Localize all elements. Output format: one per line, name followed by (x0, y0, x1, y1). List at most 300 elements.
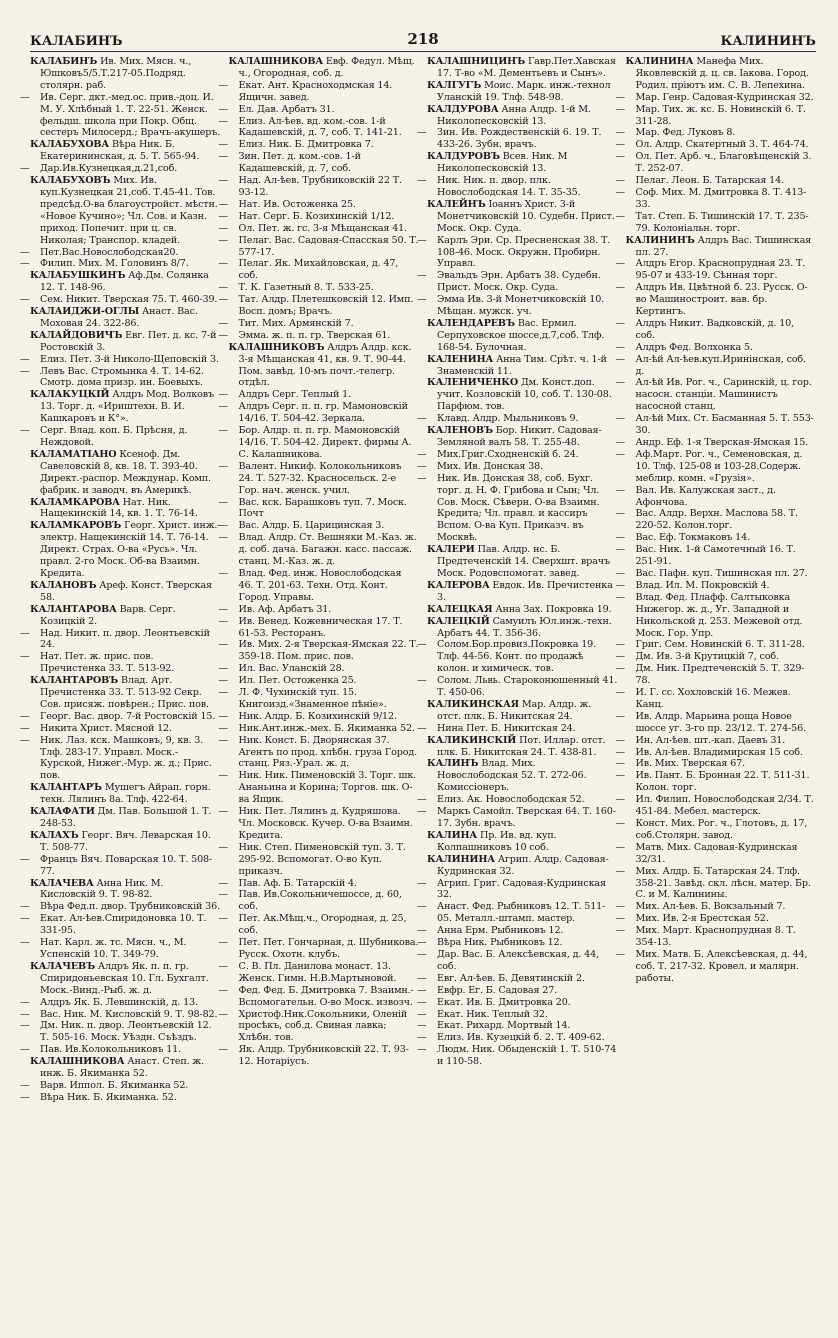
directory-entry (218, 460, 420, 497)
entry-text: Мар. Фед. Луковъ 8. (635, 127, 736, 139)
entry-text: Матв. Мих. Садовая-Кудринская 32/31. (635, 841, 798, 865)
directory-entry (218, 984, 420, 1009)
directory-entry (218, 258, 420, 282)
directory-entry (417, 1044, 618, 1068)
entry-text: Ив. Мих. Тверская 67. (635, 758, 746, 770)
ditto-dash: — (218, 603, 228, 615)
ditto-dash: — (417, 448, 427, 460)
directory-entry (218, 603, 420, 616)
entry-text: Екат. Ив. Б. Дмитровка 20. (437, 996, 571, 1008)
directory-entry (20, 996, 221, 1009)
directory-entry (20, 853, 221, 878)
entry-text: Ив. Венед. Кожевническая 17. Т. 61-53. Ресторанъ. (238, 615, 403, 639)
entry-text: Ил. Пет. Остоженка 25. (238, 675, 357, 687)
entry-text: Вас. Ник. М. Кисловскій 9. Т. 98-82. (40, 1008, 218, 1020)
entry-surname: КАЛДУРОВА (427, 103, 499, 115)
ditto-dash: — (615, 353, 625, 365)
entry-text: Ник. Ник. Пименовскій 3. Торг. шк. Ананьина и Корина; Торгов. шк. О-ва Ящик. (238, 770, 417, 806)
directory-entry (417, 806, 618, 830)
entry-text: Ал-ѣй Мих. Ст. Басманная 5. Т. 553-30. (635, 413, 814, 437)
directory-entry (417, 294, 618, 318)
entry-text: Ил. Вас. Уланскій 28. (238, 663, 345, 675)
ditto-dash: — (417, 1044, 427, 1056)
entry-text: Як. Алдр. Трубниковскій 22. Т. 93-12. Нотаріусъ. (238, 1044, 409, 1068)
entry-text: Ал-ѣй Ив. Рог. ч., Саринскій, ц. гор. насосн. станціи. Машинистъ насосной станц. (635, 377, 812, 413)
entry-text: Дар. Вас. Б. Алексѣевская, д. 44, соб. (437, 948, 599, 972)
ditto-dash: — (20, 937, 30, 949)
directory-entry (417, 948, 618, 973)
entry-surname: КАЛИНИНА (427, 853, 495, 865)
ditto-dash: — (417, 675, 427, 687)
ditto-dash: — (218, 841, 228, 853)
entry-text: Дм. Ник. п. двор. Леонтьевскій 12. Т. 505-16. Моск. Уѣздн. Съѣздъ. (40, 1020, 212, 1044)
entry-text: Мих. Ал-ѣев. Б. Вокзальный 7. (635, 901, 786, 913)
ditto-dash: — (20, 365, 30, 377)
directory-entry (417, 1020, 618, 1032)
header-right-guideword: КАЛИНИНЪ (720, 34, 816, 49)
ditto-dash: — (615, 734, 625, 746)
entry-surname: КАЛАБУШКИНЪ (30, 270, 126, 282)
entry-text: Варв. Серг. Козицкій 2. (40, 603, 176, 627)
ditto-dash: — (218, 675, 228, 687)
directory-entry (615, 544, 817, 568)
entry-surname: КАЛИКИНСКАЯ (427, 698, 519, 710)
ditto-dash: — (218, 389, 228, 401)
entry-text: Ник. Конст. Б. Дворянская 37. Агентъ по прод. хлѣбн. груза Город. станц. Ряз.-Урал. ж. д. (238, 734, 417, 770)
ditto-dash: — (615, 591, 625, 603)
ditto-dash: — (615, 210, 625, 222)
directory-entry (20, 365, 221, 390)
ditto-dash: — (615, 103, 625, 115)
ditto-dash: — (218, 103, 228, 115)
ditto-dash: — (615, 913, 625, 925)
entry-surname: КАЛАЧЕВА (30, 877, 94, 889)
entry-surname: КАЛАКУЦКІЙ (30, 389, 110, 401)
page-header (30, 30, 816, 52)
ditto-dash: — (417, 639, 427, 651)
entry-text: Над. Никит. п. двор. Леонтьевскій 24. (40, 627, 210, 651)
entry-text: Зин. Пет. д. ком.-сов. 1-й Кадашевскій, д. 7, соб. (238, 151, 361, 175)
entry-text: Вас. Алдр. Верхн. Маслова 58. Т. 220-52. Колон.торг. (635, 508, 798, 532)
entry-surname: КАЛАНОВЪ (30, 579, 97, 591)
entry-text: Бор. Никит. Садовая-Земляной валъ 58. Т. 255-48. (437, 425, 602, 448)
directory-entry (218, 687, 420, 711)
directory-entry (417, 972, 618, 985)
directory-entry (427, 699, 618, 723)
directory-entry (417, 925, 618, 937)
ditto-dash: — (615, 127, 625, 139)
ditto-dash: — (417, 270, 427, 282)
directory-entry (615, 448, 817, 485)
directory-entry (615, 841, 817, 866)
entry-surname: КАЛЕЦКАЯ (427, 603, 493, 615)
entry-text: Левъ Вас. Стромынка 4. Т. 14-62. Смотр. дома призр. ин. Боевыхъ. (40, 365, 204, 389)
entry-text: Георг. Христ. инж.-электр. Нащекинскій 14. Т. 76-14. Директ. Страх. О-ва «Русь». Чл. правл. 2-го Моск. Об-ва Взаимн. Кредита. (40, 520, 221, 579)
ditto-dash: — (417, 806, 427, 818)
entry-text: Вѣра Ник. Б. Якиманка. 52. (40, 1091, 177, 1103)
ditto-dash: — (218, 1044, 228, 1056)
entry-text: Нат. Карл. ж. тс. Мясн. ч., М. Успенскій 10. Т. 349-79. (40, 937, 187, 960)
ditto-dash: — (615, 151, 625, 163)
entry-text: Григ. Сем. Новинскій 6. Т. 311-28. (635, 639, 805, 651)
entry-text: Алдръ Серг. п. п. гр. Мамоновскій 14/16. Т. 504-42. Зеркала. (238, 401, 408, 425)
directory-entry (218, 663, 420, 675)
entry-text: Тат. Алдр. Плетешковскій 12. Имп. Восп. домъ; Врачъ. (238, 294, 414, 318)
directory-entry (218, 294, 420, 318)
ditto-dash: — (218, 139, 228, 151)
directory-entry (615, 734, 817, 747)
ditto-dash: — (218, 496, 228, 508)
directory-entry (417, 127, 618, 151)
ditto-dash: — (218, 567, 228, 579)
directory-entry (20, 901, 221, 913)
entry-text: Евфр. Ег. Б. Садовая 27. (437, 984, 558, 996)
directory-entry (218, 770, 420, 806)
ditto-dash: — (218, 329, 228, 341)
entry-text: Вас. Пафн. куп. Тишинская пл. 27. (635, 567, 808, 579)
entry-surname: КАЛЕРИ (427, 544, 475, 556)
entry-text: Ол. Алдр. Скатертный 3. Т. 464-74. (635, 139, 809, 151)
directory-entry (218, 710, 420, 723)
entry-text: Гавр.Пет.Хавская 17. Т-во «М. Дементьевъ и Сынъ». (437, 56, 616, 79)
ditto-dash: — (20, 1044, 30, 1056)
ditto-dash: — (615, 317, 625, 329)
directory-entry (615, 91, 817, 104)
directory-entry (218, 139, 420, 151)
ditto-dash: — (218, 460, 228, 472)
entry-text: Никита Христ. Мясной 12. (40, 722, 172, 734)
directory-entry (20, 353, 221, 366)
directory-entry (20, 913, 221, 937)
ditto-dash: — (20, 996, 30, 1008)
directory-entry (30, 270, 221, 294)
entry-text: Ив. Аф. Арбатъ 31. (238, 603, 332, 615)
entry-text: Самуилъ Юл.инж.-техн. Арбатъ 44. Т. 356-36. (437, 615, 612, 639)
ditto-dash: — (20, 853, 30, 865)
ditto-dash: — (218, 722, 228, 734)
entry-text: Пет. Ак.Мѣщ.ч., Огородная, д. 25, соб. (238, 913, 407, 937)
entry-text: Андр. Еф. 1-я Тверская-Ямская 15. (635, 437, 809, 448)
entry-text: Дм. Пав. Большой 1. Т. 248-53. (40, 806, 212, 829)
directory-entry (615, 151, 817, 175)
ditto-dash: — (218, 401, 228, 413)
directory-entry (417, 460, 618, 473)
entry-text: Клавд. Алдр. Мыльниковъ 9. (437, 413, 579, 425)
entry-text: Вѣра Ник. Рыбниковъ 12. (437, 937, 563, 949)
directory-entry (30, 520, 221, 580)
directory-entry (20, 722, 221, 735)
directory-entry (218, 913, 420, 937)
entry-text: Анаст. Вас. Моховая 24. 322-86. (40, 306, 198, 329)
entry-text: Ив. Ал-ѣев. Владимирская 15 соб. (635, 746, 803, 758)
header-rule (30, 51, 816, 52)
ditto-dash: — (218, 663, 228, 675)
ditto-dash: — (20, 710, 30, 722)
entry-text: Елиз. Пет. 3-й Николо-Щеповскій 3. (40, 353, 219, 365)
directory-entry (615, 579, 817, 592)
entry-surname: КАЛАШНИКОВЪ (228, 341, 325, 353)
column-3 (417, 56, 618, 1330)
directory-entry (615, 282, 817, 318)
column-2 (218, 56, 420, 1330)
directory-entry (615, 377, 817, 413)
ditto-dash: — (417, 972, 427, 984)
entry-text: Ник.Ант.инж.-мех. Б. Якиманка 52. (238, 722, 415, 734)
directory-entry (615, 258, 817, 282)
directory-entry (615, 746, 817, 759)
ditto-dash: — (218, 1008, 228, 1020)
entry-text: Евг. Пет. д. кс. 7-й Ростовскій 3. (40, 329, 217, 353)
entry-text: Мих. Ив. Донская 38. (437, 460, 544, 472)
entry-text: Алдръ Як. Б. Левшинскій, д. 13. (40, 996, 198, 1008)
directory-entry (427, 104, 618, 128)
ditto-dash: — (20, 913, 30, 925)
directory-entry (30, 675, 221, 711)
ditto-dash: — (417, 234, 427, 246)
entry-text: Ив. Пант. Б. Бронная 22. Т. 511-31. Колон. торг. (635, 770, 810, 794)
directory-entry (20, 294, 221, 306)
entry-text: Ник. Лаз. кск. Машковъ, 9, кв. 3. Тлф. 283-17. Управл. Моск.-Курской, Нижег.-Мур. ж. д.; Прис. пов. (40, 734, 212, 782)
entry-text: Анна Ерм. Рыбниковъ 12. (437, 925, 564, 937)
entry-surname: КАЛАБИНЪ (30, 56, 98, 67)
ditto-dash: — (218, 294, 228, 306)
entry-text: Вас. Ник. 1-й Самотечный 16. Т. 251-91. (635, 544, 796, 568)
ditto-dash: — (218, 79, 228, 91)
ditto-dash: — (218, 115, 228, 127)
ditto-dash: — (615, 758, 625, 770)
ditto-dash: — (615, 484, 625, 496)
entry-text: И. Г. сс. Хохловскій 16. Межев. Канц. (635, 687, 791, 710)
entry-text: Мих. Алдр. Б. Татарская 24. Тлф. 358-21. Завѣд. скл. лѣсн. матер. Бр. С. и М. Калинины. (635, 865, 811, 901)
directory-entry (218, 496, 420, 521)
entry-text: Нат. Серг. Б. Козихинскій 1/12. (238, 210, 395, 222)
column-1 (20, 56, 221, 1330)
entry-text: Вас. кск. Барашковъ туп. 7. Моск. Почт (238, 496, 407, 520)
entry-surname: КАЛАМКАРОВА (30, 496, 120, 508)
ditto-dash: — (20, 91, 30, 103)
entry-text: Анаст. Фед. Рыбниковъ 12. Т. 511-05. Металл.-штамп. мастер. (437, 901, 606, 925)
directory-entry (218, 1008, 420, 1045)
entry-surname: КАЛИКИНСКІЙ (427, 734, 517, 746)
directory-entry (218, 1044, 420, 1068)
entry-text: Алдръ Мод. Волковъ 13. Торг. д. «Ириштехн. В. И. Кашкаровъ и К°». (40, 389, 214, 425)
ditto-dash: — (218, 806, 228, 818)
ditto-dash: — (417, 937, 427, 949)
entry-surname: КАЛЕНДАРЕВЪ (427, 317, 515, 329)
ditto-dash: — (218, 615, 228, 627)
ditto-dash: — (417, 722, 427, 734)
ditto-dash: — (20, 353, 30, 365)
directory-entry (427, 735, 618, 759)
entry-surname: КАЛДУРОВЪ (427, 151, 500, 163)
directory-entry (427, 377, 618, 413)
directory-entry (218, 960, 420, 985)
entry-text: Нина Пет. Б. Никитская 24. (437, 722, 576, 734)
entry-text: Екат. Ант. Красноходмская 14. Ящичн. завед. (238, 79, 393, 103)
ditto-dash: — (417, 1032, 427, 1044)
ditto-dash: — (615, 818, 625, 829)
directory-entry (615, 139, 817, 151)
entry-text: Мар. Алдр. ж. отст. плк. Б. Никитская 24. (437, 698, 592, 722)
directory-entry (218, 722, 420, 735)
directory-entry (218, 115, 420, 140)
directory-entry (218, 877, 420, 890)
entry-surname: КАЛЕЦКІЙ (427, 615, 490, 627)
entry-text: Влад. Фед. инж. Новослободская 46. Т. 201-63. Техн. Отд. Конт. Город. Управы. (238, 567, 402, 603)
entry-text: Елиз. Ник. Б. Дмитровка 7. (238, 139, 374, 151)
ditto-dash: — (417, 925, 427, 937)
entry-text: Георг. Вас. двор. 7-й Ростовскій 15. (40, 710, 216, 722)
directory-entry (218, 520, 420, 532)
entry-text: Пр. Ив. вд. куп. Колпашниковъ 10 соб. (437, 829, 557, 853)
entry-text: Солом.Бор.провиз.Покровка 19. Тлф. 44-56. Конт. по продажѣ колон. и химическ. тов. (437, 639, 597, 675)
entry-text: Мих. Ив. 2-я Брестская 52. (635, 913, 769, 925)
entry-text: С. В. Пл. Данилова монаст. 13. Женск. Гимн. Н.В.Мартыновой. (238, 960, 397, 984)
entry-text: Пелаг. Як. Михайловская, д. 47, соб. (238, 258, 399, 282)
directory-entry (30, 139, 221, 163)
ditto-dash: — (417, 460, 427, 472)
directory-entry (218, 675, 420, 687)
ditto-dash: — (218, 175, 228, 187)
entry-text: Ник. Ив. Донская 38, соб. Бухг. торг. д. Н. Ф. Грибова и Сын; Чл. Сов. Моск. Сѣверн. О-ва Взаимн. Кредита; Чл. правл. и кассиръ Вспом. О-ва Куп. Приказч. въ Москвѣ. (437, 472, 600, 544)
entry-text: Ник. Ник. п. двор. плк. Новослободская 14. Т. 35-35. (437, 175, 581, 198)
directory-entry (218, 210, 420, 223)
entry-text: Пав. Ив.Сокольничешоссе, д. 60, соб. (238, 889, 402, 913)
ditto-dash: — (218, 532, 228, 544)
entry-text: Евдок. Ив. Пречистенка 3. (437, 579, 613, 603)
ditto-dash: — (218, 877, 228, 889)
directory-entry (626, 56, 817, 92)
ditto-dash: — (20, 901, 30, 913)
directory-entry (218, 317, 420, 330)
entry-text: Мар. Тих. ж. кс. Б. Новинскій 6. Т. 311-28. (635, 103, 806, 127)
ditto-dash: — (615, 901, 625, 913)
entry-text: Алдръ Ив. Цвѣтной б. 23. Русск. О-во Машиностроит. вав. бр. Кертингъ. (635, 282, 808, 318)
ditto-dash: — (20, 425, 30, 437)
ditto-dash: — (20, 651, 30, 663)
entry-text: Варв. Иппол. Б. Якиманка 52. (40, 1079, 189, 1091)
entry-text: Зин. Ив. Рождественскій 6. 19. Т. 433-26. Зубн. врачъ. (437, 127, 602, 151)
entry-text: Ник. Пет. Лялинъ д. Кудряшова. Чл. Московск. Кучер. О-ва Взаимн. Кредита. (238, 806, 413, 841)
ditto-dash: — (417, 984, 427, 996)
ditto-dash: — (218, 770, 228, 782)
directory-entry (615, 567, 817, 580)
directory-entry (30, 56, 221, 92)
entry-text: Дм. Ив. 3-й Крутицкій 7, соб. (635, 651, 779, 663)
entry-text: Манефа Мих. Яковлевскій д. ц. св. Іакова. Город. Родил. пріютъ им. С. В. Лепехина. (635, 56, 809, 91)
header-left-guideword: КАЛАБИНЪ (30, 34, 123, 49)
directory-entry (30, 1056, 221, 1080)
directory-entry (615, 591, 817, 640)
entry-text: Мар. Генр. Садовая-Кудринская 32. (635, 91, 814, 103)
ditto-dash: — (20, 258, 30, 270)
directory-entry (30, 306, 221, 330)
directory-entry (615, 413, 817, 437)
ditto-dash: — (615, 579, 625, 591)
entry-text: Ол. Пет. Арб. ч., Благовѣщенскій 3. Т. 252-07. (635, 151, 812, 175)
directory-entry (229, 56, 420, 80)
entry-text: Елиз. Ак. Новослободская 52. (437, 794, 585, 806)
ditto-dash: — (417, 996, 427, 1008)
directory-entry (417, 472, 618, 544)
ditto-dash: — (218, 282, 228, 294)
ditto-dash: — (218, 960, 228, 972)
directory-entry (615, 758, 817, 770)
ditto-dash: — (615, 794, 625, 806)
directory-entry (417, 234, 618, 271)
directory-entry (615, 127, 817, 139)
directory-entry (427, 758, 618, 794)
directory-entry (218, 639, 420, 663)
directory-entry (417, 1032, 618, 1044)
ditto-dash: — (615, 282, 625, 294)
entry-text: Конст. Мих. Рог. ч., Глотовъ, д. 17, соб.Столярн. завод. (635, 818, 808, 841)
ditto-dash: — (218, 425, 228, 437)
entry-text: Евф. Федул. Мѣщ. ч., Огородная, соб. д. (238, 56, 415, 79)
entry-text: Серг. Влад. коп. Б. Прѣсня, д. Неждовой. (40, 425, 188, 448)
directory-entry (218, 937, 420, 961)
entry-text: Людм. Ник. Обыденскій 1. Т. 510-74 и 110-58. (437, 1044, 617, 1068)
directory-entry (20, 937, 221, 961)
ditto-dash: — (20, 294, 30, 306)
entry-text: Ил. Филип. Новослободская 2/34. Т. 451-84. Мебел. мастерск. (635, 794, 814, 818)
entry-text: Ив. Мих. Мясн. ч., Юшковъ5/5.Т.217-05.Подряд. столярн. раб. (40, 56, 192, 91)
ditto-dash: — (615, 448, 625, 460)
entry-surname: КАЛАНТАРОВА (30, 603, 117, 615)
entry-text: Ал-ѣй Ал-ѣев.куп.Иринінская, соб. д. (635, 353, 806, 377)
directory-entry (20, 734, 221, 783)
entry-surname: КАЛИНА (427, 829, 478, 841)
entry-text: Алдръ Вас. Тишинская пл. 27. (635, 234, 812, 258)
directory-entry (417, 722, 618, 735)
entry-text: Вѣра Фед.п. двор. Трубниковскій 36. (40, 901, 220, 913)
entry-surname: КАЛАФАТИ (30, 806, 95, 818)
ditto-dash: — (417, 413, 427, 425)
directory-entry (427, 616, 618, 640)
entry-text: Фед. Фед. Б. Дмитровка 7. Взаимн.-Вспомогательн. О-во Моск. извозч. (238, 984, 414, 1008)
entry-surname: КАЛИНЪ (427, 758, 479, 770)
directory-entry (218, 532, 420, 568)
entry-text: Над. Ал-ѣев. Трубниковскій 22 Т. 93-12. (238, 175, 402, 198)
directory-entry (615, 103, 817, 128)
entry-text: Алдръ Фед. Волхонка 5. (635, 341, 753, 353)
ditto-dash: — (417, 175, 427, 187)
directory-entry (417, 270, 618, 294)
directory-entry (218, 175, 420, 199)
entry-text: Сем. Никит. Тверская 75. Т. 460-39. (40, 294, 218, 306)
entry-surname: КАЛИНИНА (625, 56, 694, 67)
directory-entry (615, 948, 817, 985)
directory-entry (218, 103, 420, 116)
directory-entry (218, 198, 420, 211)
directory-entry (20, 425, 221, 449)
directory-entry (615, 901, 817, 913)
directory-entry (417, 937, 618, 949)
ditto-dash: — (218, 913, 228, 925)
entry-text: Христоф.Ник.Сокольники, Оленій просѣкъ, соб.д. Свиная лавка; Хлѣбн. тов. (238, 1008, 408, 1044)
entry-text: Алдръ Алдр. кск. 3-я Мѣщанская 41, кв. 9. Т. 90-44. Пом. завѣд. 10-мъ почт.-телегр. отдѣл. (238, 341, 412, 389)
directory-entry (615, 687, 817, 711)
directory-entry (30, 175, 221, 246)
entry-text: Ник. Степ. Пименовскій туп. 3. Т. 295-92. Вспомогат. О-во Куп. приказч. (238, 841, 406, 877)
directory-entry (626, 235, 817, 259)
ditto-dash: — (615, 139, 625, 151)
ditto-dash: — (20, 1079, 30, 1091)
directory-entry (218, 79, 420, 104)
ditto-dash: — (615, 175, 625, 187)
column-4 (615, 56, 817, 1330)
ditto-dash: — (218, 734, 228, 746)
